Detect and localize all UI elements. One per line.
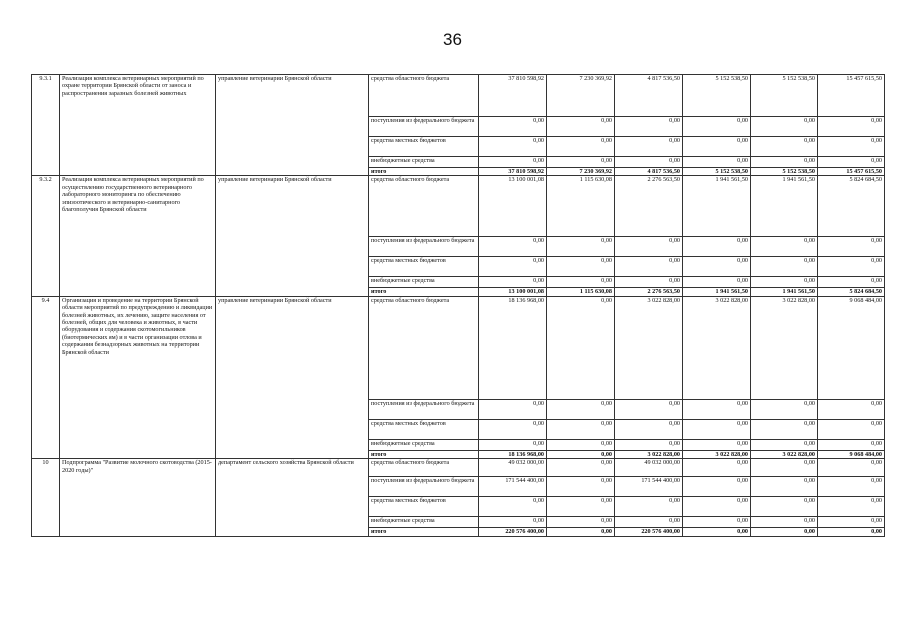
item-code: 9.3.2	[32, 176, 60, 296]
item-name: Организация и проведение на территории Брянской области мероприятий по предупреждению и ликвидации болезней животных, их лечению, защите населения от болезней, общих для человека и животных, в части оборудования и содержания скотомогильников (биотермических ям) и в части организации отлова и содержания безнадзорных животных на территории Брянской области	[60, 296, 216, 458]
amount-cell: 0,00	[683, 419, 751, 439]
amount-cell: 1 115 630,08	[547, 288, 615, 296]
amount-cell: 0,00	[818, 257, 885, 277]
amount-cell: 0,00	[751, 257, 818, 277]
item-code: 9.4	[32, 296, 60, 458]
amount-cell: 0,00	[751, 277, 818, 288]
funding-source: поступления из федерального бюджета	[369, 399, 479, 419]
amount-cell: 0,00	[818, 459, 885, 477]
funding-source: итого	[369, 528, 479, 536]
amount-cell: 2 276 563,50	[615, 176, 683, 237]
funding-source: поступления из федерального бюджета	[369, 237, 479, 257]
amount-cell: 0,00	[683, 439, 751, 450]
amount-cell: 0,00	[547, 517, 615, 528]
amount-cell: 0,00	[818, 517, 885, 528]
amount-cell: 0,00	[479, 117, 547, 137]
funding-source: итого	[369, 288, 479, 296]
amount-cell: 1 941 561,50	[683, 176, 751, 237]
amount-cell: 0,00	[547, 157, 615, 168]
amount-cell: 0,00	[751, 399, 818, 419]
amount-cell: 13 100 001,08	[479, 288, 547, 296]
amount-cell: 13 100 001,08	[479, 176, 547, 237]
amount-cell: 5 152 538,50	[683, 168, 751, 176]
budget-table-body	[32, 75, 885, 537]
amount-cell: 171 544 400,00	[479, 477, 547, 497]
amount-cell: 0,00	[615, 237, 683, 257]
funding-source: средства местных бюджетов	[369, 497, 479, 517]
amount-cell: 0,00	[479, 497, 547, 517]
amount-cell: 0,00	[547, 257, 615, 277]
amount-cell: 7 230 369,92	[547, 75, 615, 117]
amount-cell: 0,00	[751, 439, 818, 450]
funding-source: внебюджетные средства	[369, 157, 479, 168]
item-code: 10	[32, 459, 60, 536]
amount-cell: 0,00	[818, 439, 885, 450]
amount-cell: 0,00	[751, 137, 818, 157]
funding-source: итого	[369, 450, 479, 458]
amount-cell: 9 068 484,00	[818, 296, 885, 399]
amount-cell: 0,00	[547, 237, 615, 257]
amount-cell: 18 136 968,00	[479, 450, 547, 458]
amount-cell: 0,00	[615, 419, 683, 439]
amount-cell: 0,00	[683, 117, 751, 137]
amount-cell: 0,00	[615, 137, 683, 157]
item-executor: управление ветеринарии Брянской области	[216, 176, 369, 296]
amount-cell: 0,00	[479, 237, 547, 257]
amount-cell: 0,00	[615, 277, 683, 288]
amount-cell: 4 817 536,50	[615, 168, 683, 176]
amount-cell: 3 022 828,00	[683, 296, 751, 399]
amount-cell: 0,00	[683, 237, 751, 257]
amount-cell: 1 941 561,50	[751, 176, 818, 237]
amount-cell: 3 022 828,00	[615, 296, 683, 399]
amount-cell: 0,00	[683, 277, 751, 288]
amount-cell: 15 457 615,50	[818, 75, 885, 117]
amount-cell: 0,00	[683, 459, 751, 477]
amount-cell: 0,00	[751, 237, 818, 257]
page-number: 36	[443, 30, 462, 49]
amount-cell: 0,00	[479, 157, 547, 168]
funding-source: средства областного бюджета	[369, 296, 479, 399]
amount-cell: 0,00	[683, 517, 751, 528]
amount-cell: 0,00	[751, 419, 818, 439]
amount-cell: 3 022 828,00	[751, 450, 818, 458]
amount-cell: 0,00	[479, 439, 547, 450]
amount-cell: 0,00	[479, 137, 547, 157]
amount-cell: 0,00	[479, 257, 547, 277]
amount-cell: 0,00	[615, 439, 683, 450]
amount-cell: 0,00	[818, 399, 885, 419]
amount-cell: 7 230 369,92	[547, 168, 615, 176]
amount-cell: 0,00	[479, 517, 547, 528]
amount-cell: 0,00	[547, 277, 615, 288]
amount-cell: 9 068 484,00	[818, 450, 885, 458]
amount-cell: 0,00	[547, 419, 615, 439]
amount-cell: 0,00	[615, 399, 683, 419]
table-row	[32, 176, 885, 237]
amount-cell: 220 576 400,00	[615, 528, 683, 536]
amount-cell: 0,00	[683, 399, 751, 419]
funding-source: поступления из федерального бюджета	[369, 117, 479, 137]
amount-cell: 0,00	[818, 237, 885, 257]
amount-cell: 0,00	[751, 477, 818, 497]
amount-cell: 49 032 000,00	[615, 459, 683, 477]
amount-cell: 0,00	[751, 528, 818, 536]
item-code: 9.3.1	[32, 75, 60, 176]
amount-cell: 0,00	[683, 477, 751, 497]
amount-cell: 0,00	[818, 277, 885, 288]
amount-cell: 0,00	[683, 157, 751, 168]
amount-cell: 0,00	[751, 497, 818, 517]
amount-cell: 2 276 563,50	[615, 288, 683, 296]
item-executor: управление ветеринарии Брянской области	[216, 75, 369, 176]
amount-cell: 0,00	[818, 137, 885, 157]
funding-source: итого	[369, 168, 479, 176]
amount-cell: 0,00	[547, 296, 615, 399]
funding-source: средства местных бюджетов	[369, 419, 479, 439]
amount-cell: 1 115 630,08	[547, 176, 615, 237]
budget-table	[31, 74, 885, 537]
amount-cell: 0,00	[547, 459, 615, 477]
amount-cell: 0,00	[479, 277, 547, 288]
item-name: Подпрограмма "Развитие молочного скотоводства (2015-2020 годы)"	[60, 459, 216, 536]
amount-cell: 0,00	[615, 497, 683, 517]
amount-cell: 49 032 000,00	[479, 459, 547, 477]
amount-cell: 0,00	[751, 459, 818, 477]
funding-source: внебюджетные средства	[369, 439, 479, 450]
amount-cell: 5 824 684,50	[818, 176, 885, 237]
table-row	[32, 459, 885, 477]
amount-cell: 0,00	[751, 157, 818, 168]
table-row	[32, 75, 885, 117]
funding-source: поступления из федерального бюджета	[369, 477, 479, 497]
amount-cell: 0,00	[751, 117, 818, 137]
amount-cell: 0,00	[547, 477, 615, 497]
amount-cell: 3 022 828,00	[751, 296, 818, 399]
funding-source: средства местных бюджетов	[369, 137, 479, 157]
amount-cell: 0,00	[547, 439, 615, 450]
item-executor: управление ветеринарии Брянской области	[216, 296, 369, 458]
amount-cell: 0,00	[547, 528, 615, 536]
amount-cell: 0,00	[615, 117, 683, 137]
amount-cell: 37 810 598,92	[479, 75, 547, 117]
amount-cell: 0,00	[615, 157, 683, 168]
amount-cell: 0,00	[615, 517, 683, 528]
amount-cell: 5 152 538,50	[751, 168, 818, 176]
amount-cell: 0,00	[818, 117, 885, 137]
amount-cell: 0,00	[547, 137, 615, 157]
amount-cell: 0,00	[547, 450, 615, 458]
funding-source: внебюджетные средства	[369, 517, 479, 528]
amount-cell: 0,00	[479, 399, 547, 419]
amount-cell: 220 576 400,00	[479, 528, 547, 536]
funding-source: внебюджетные средства	[369, 277, 479, 288]
amount-cell: 0,00	[683, 497, 751, 517]
amount-cell: 0,00	[683, 257, 751, 277]
amount-cell: 37 810 598,92	[479, 168, 547, 176]
amount-cell: 0,00	[479, 419, 547, 439]
amount-cell: 0,00	[547, 399, 615, 419]
amount-cell: 0,00	[547, 117, 615, 137]
amount-cell: 0,00	[818, 157, 885, 168]
funding-source: средства областного бюджета	[369, 459, 479, 477]
amount-cell: 15 457 615,50	[818, 168, 885, 176]
amount-cell: 18 136 968,00	[479, 296, 547, 399]
amount-cell: 4 817 536,50	[615, 75, 683, 117]
amount-cell: 0,00	[683, 137, 751, 157]
item-name: Реализация комплекса ветеринарных мероприятий по охране территории Брянской области от заноса и распространения заразных болезней животных	[60, 75, 216, 176]
amount-cell: 1 941 561,50	[683, 288, 751, 296]
amount-cell: 0,00	[547, 497, 615, 517]
amount-cell: 0,00	[615, 257, 683, 277]
amount-cell: 5 824 684,50	[818, 288, 885, 296]
amount-cell: 0,00	[818, 528, 885, 536]
funding-source: средства областного бюджета	[369, 75, 479, 117]
amount-cell: 0,00	[818, 497, 885, 517]
amount-cell: 5 152 538,50	[751, 75, 818, 117]
amount-cell: 171 544 400,00	[615, 477, 683, 497]
amount-cell: 1 941 561,50	[751, 288, 818, 296]
funding-source: средства областного бюджета	[369, 176, 479, 237]
amount-cell: 0,00	[751, 517, 818, 528]
item-name: Реализация комплекса ветеринарных мероприятий по осуществлению государственного ветеринарного лабораторного мониторинга по обеспечению эпизоотического и ветеринарно-санитарного благополучия Брянской области	[60, 176, 216, 296]
funding-source: средства местных бюджетов	[369, 257, 479, 277]
amount-cell: 3 022 828,00	[615, 450, 683, 458]
amount-cell: 0,00	[683, 528, 751, 536]
amount-cell: 0,00	[818, 419, 885, 439]
item-executor: департамент сельского хозяйства Брянской области	[216, 459, 369, 536]
amount-cell: 0,00	[818, 477, 885, 497]
amount-cell: 3 022 828,00	[683, 450, 751, 458]
amount-cell: 5 152 538,50	[683, 75, 751, 117]
table-row	[32, 296, 885, 399]
